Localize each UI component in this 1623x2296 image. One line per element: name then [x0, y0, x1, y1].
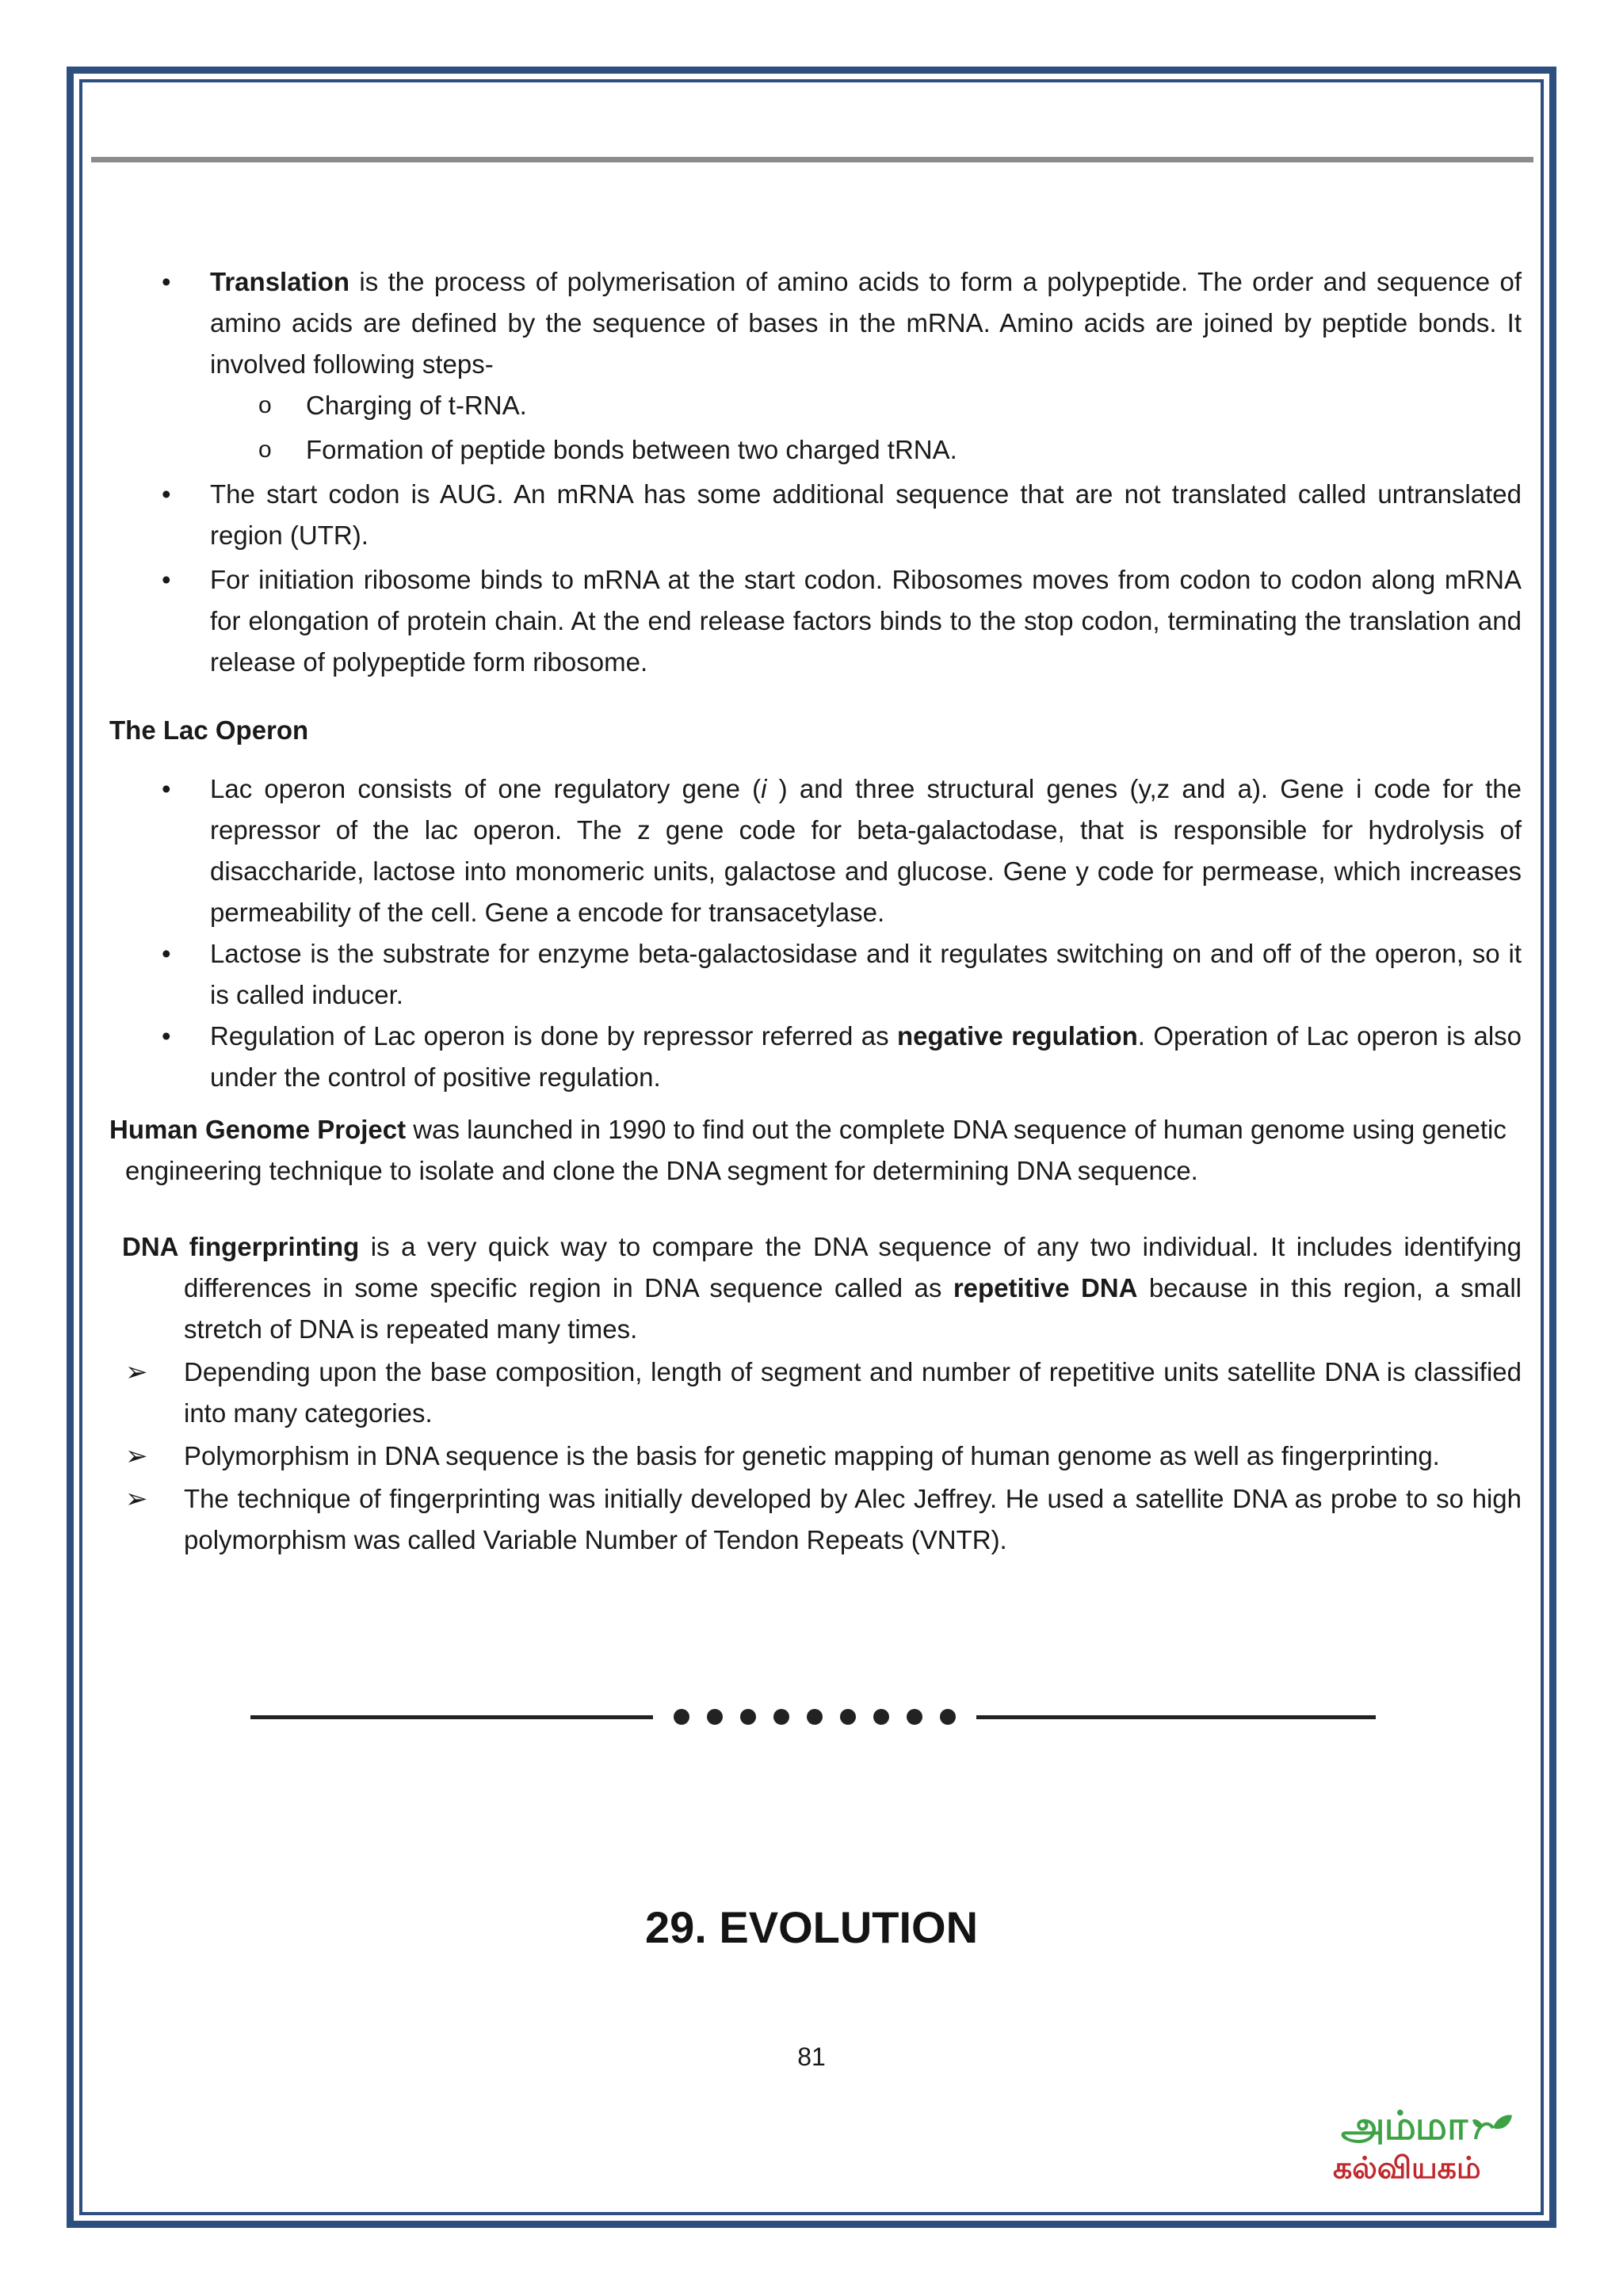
arrow-bullet-icon: ➢ — [125, 1357, 148, 1387]
term-repetitive-dna: repetitive DNA — [953, 1273, 1138, 1302]
bullet-initiation: • For initiation ribosome binds to mRNA at the start codon. Ribosomes moves from codon to codon along mRNA for elongation of protein chain. At the end release factors binds to the stop codon, terminating the translation and release of polypeptide form ribosome. — [103, 559, 1522, 683]
logo-text-top: அம்மா — [1341, 2103, 1468, 2149]
term-dna-fingerprinting: DNA fingerprinting — [122, 1232, 360, 1261]
sub-step-1: o Charging of t-RNA. — [103, 385, 1522, 426]
divider-dot — [674, 1709, 689, 1725]
arrow-bullet-icon: ➢ — [125, 1441, 148, 1471]
chapter-title: 29. EVOLUTION — [644, 1902, 979, 1952]
sub-step-2: o Formation of peptide bonds between two charged tRNA. — [103, 429, 1522, 471]
divider-dot — [840, 1709, 856, 1725]
term-translation: Translation — [210, 267, 350, 296]
logo-text-bottom: கல்வியகம் — [1333, 2150, 1481, 2185]
bullet-icon: • — [162, 774, 171, 803]
divider-dot — [907, 1709, 922, 1725]
bullet-icon: • — [162, 565, 171, 594]
para-dna-fingerprinting: DNA fingerprinting is a very quick way to compare the DNA sequence of any two individual. It includes identifying differences in some specific region in DNA sequence called as repetitive DNA because in this region, a small stretch of DNA is repeated many times. — [122, 1232, 1522, 1344]
term-human-genome-project: Human Genome Project — [109, 1115, 407, 1144]
bullet-icon: • — [162, 939, 171, 968]
divider-dot — [807, 1709, 823, 1725]
divider-dot — [940, 1709, 956, 1725]
circle-bullet-icon: o — [258, 392, 272, 418]
bullet-lac-3: • Regulation of Lac operon is done by repressor referred as negative regulation. Operation of Lac operon is also under the control of positive regulation. — [103, 1016, 1522, 1098]
page-number: 81 — [797, 2042, 826, 2071]
bullet-lac-1: • Lac operon consists of one regulatory gene (i ) and three structural genes (y,z and a). Gene i code for the repressor of the lac operon. The z gene code for beta-galactodase, that is responsible for hydrolysis of disaccharide, lactose into monomeric units, galactose and glucose. Gene y code for permease, which increases permeability of the cell. Gene a encode for transacetylase. — [103, 769, 1522, 933]
arrow-point-1: ➢ Depending upon the base composition, length of segment and number of repetitive units satellite DNA is classified into many categories. — [103, 1352, 1522, 1434]
section-divider — [250, 1705, 1376, 1729]
bullet-start-codon: • The start codon is AUG. An mRNA has some additional sequence that are not translated called untranslated region (UTR). — [103, 474, 1522, 556]
circle-bullet-icon: o — [258, 437, 272, 463]
para-human-genome-project: Human Genome Project was launched in 1990 to find out the complete DNA sequence of human genome using genetic engineering technique to isolate and clone the DNA segment for determining DNA sequence. — [109, 1115, 1507, 1185]
divider-dot — [707, 1709, 723, 1725]
page-content — [103, 261, 1522, 1561]
bullet-icon: • — [162, 479, 171, 509]
header-rule — [91, 157, 1533, 162]
divider-line-right — [976, 1715, 1376, 1719]
bullet-icon: • — [162, 1021, 171, 1051]
heading-lac-operon: The Lac Operon — [109, 715, 309, 745]
divider-dot — [773, 1709, 789, 1725]
bullet-lac-2: • Lactose is the substrate for enzyme beta-galactosidase and it regulates switching on and off of the operon, so it is called inducer. — [103, 933, 1522, 1016]
term-negative-regulation: negative regulation — [896, 1021, 1138, 1051]
bullet-icon: • — [162, 267, 171, 296]
arrow-point-3: ➢ The technique of fingerprinting was initially developed by Alec Jeffrey. He used a satellite DNA as probe to so high polymorphism was called Variable Number of Tendon Repeats (VNTR). — [103, 1478, 1522, 1561]
bullet-translation: • Translation is the process of polymerisation of amino acids to form a polypeptide. The order and sequence of amino acids are defined by the sequence of bases in the mRNA. Amino acids are joined by peptide bonds. It involved following steps- — [103, 261, 1522, 385]
leaf-icon — [1472, 2111, 1514, 2142]
divider-line-left — [250, 1715, 653, 1719]
divider-dot — [740, 1709, 756, 1725]
arrow-point-2: ➢ Polymorphism in DNA sequence is the basis for genetic mapping of human genome as well as fingerprinting. — [103, 1436, 1522, 1477]
arrow-bullet-icon: ➢ — [125, 1484, 148, 1514]
amma-kalviyagam-logo — [1331, 2103, 1522, 2191]
divider-dot — [873, 1709, 889, 1725]
